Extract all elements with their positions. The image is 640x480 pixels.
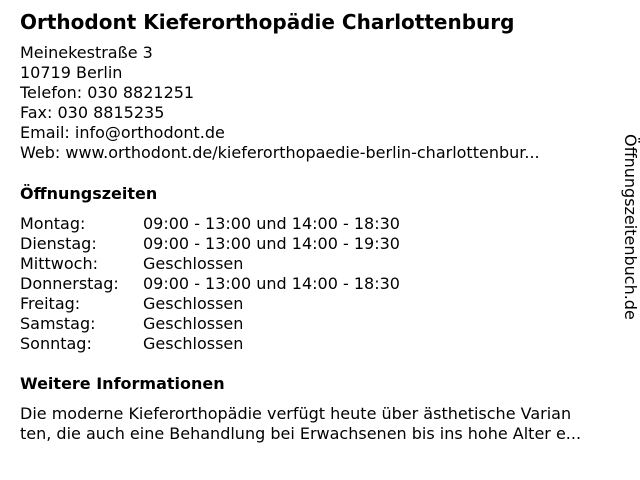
more-info-text — [20, 404, 628, 444]
hours-row-tuesday — [20, 234, 400, 254]
email-address: Email: info@orthodont.de — [20, 123, 225, 142]
time-value: Geschlossen — [143, 334, 244, 353]
page-title: Orthodont Kieferorthopädie Charlottenburg — [20, 10, 515, 34]
site-watermark: Öffnungszeitenbuch.de — [621, 134, 640, 320]
opening-hours-heading: Öffnungszeiten — [20, 184, 158, 203]
day-label: Sonntag: — [20, 334, 92, 353]
time-value: Geschlossen — [143, 314, 244, 333]
more-info-line: Die moderne Kieferorthopädie verfügt heute über ästhetische Varian — [20, 404, 572, 423]
time-value: 09:00 - 13:00 und 14:00 - 18:30 — [143, 214, 400, 233]
contact-block — [20, 43, 540, 163]
day-label: Samstag: — [20, 314, 96, 333]
more-info-heading: Weitere Informationen — [20, 374, 225, 393]
more-info-line: ten, die auch eine Behandlung bei Erwachsenen bis ins hohe Alter e... — [20, 424, 582, 443]
fax-number: Fax: 030 8815235 — [20, 103, 165, 122]
time-value: 09:00 - 13:00 und 14:00 - 18:30 — [143, 274, 400, 293]
day-label: Dienstag: — [20, 234, 97, 253]
address-street: Meinekestraße 3 — [20, 43, 153, 62]
day-label: Montag: — [20, 214, 86, 233]
opening-hours-table — [20, 214, 400, 354]
hours-row-thursday — [20, 274, 400, 294]
hours-row-friday — [20, 294, 400, 314]
day-label: Freitag: — [20, 294, 81, 313]
hours-row-saturday — [20, 314, 400, 334]
day-label: Mittwoch: — [20, 254, 98, 273]
address-city: 10719 Berlin — [20, 63, 123, 82]
phone-number: Telefon: 030 8821251 — [20, 83, 195, 102]
hours-row-monday — [20, 214, 400, 234]
time-value: Geschlossen — [143, 294, 244, 313]
website-url: Web: www.orthodont.de/kieferorthopaedie-berlin-charlottenbur... — [20, 143, 540, 162]
hours-row-sunday — [20, 334, 400, 354]
time-value: Geschlossen — [143, 254, 244, 273]
hours-row-wednesday — [20, 254, 400, 274]
time-value: 09:00 - 13:00 und 14:00 - 19:30 — [143, 234, 400, 253]
day-label: Donnerstag: — [20, 274, 119, 293]
